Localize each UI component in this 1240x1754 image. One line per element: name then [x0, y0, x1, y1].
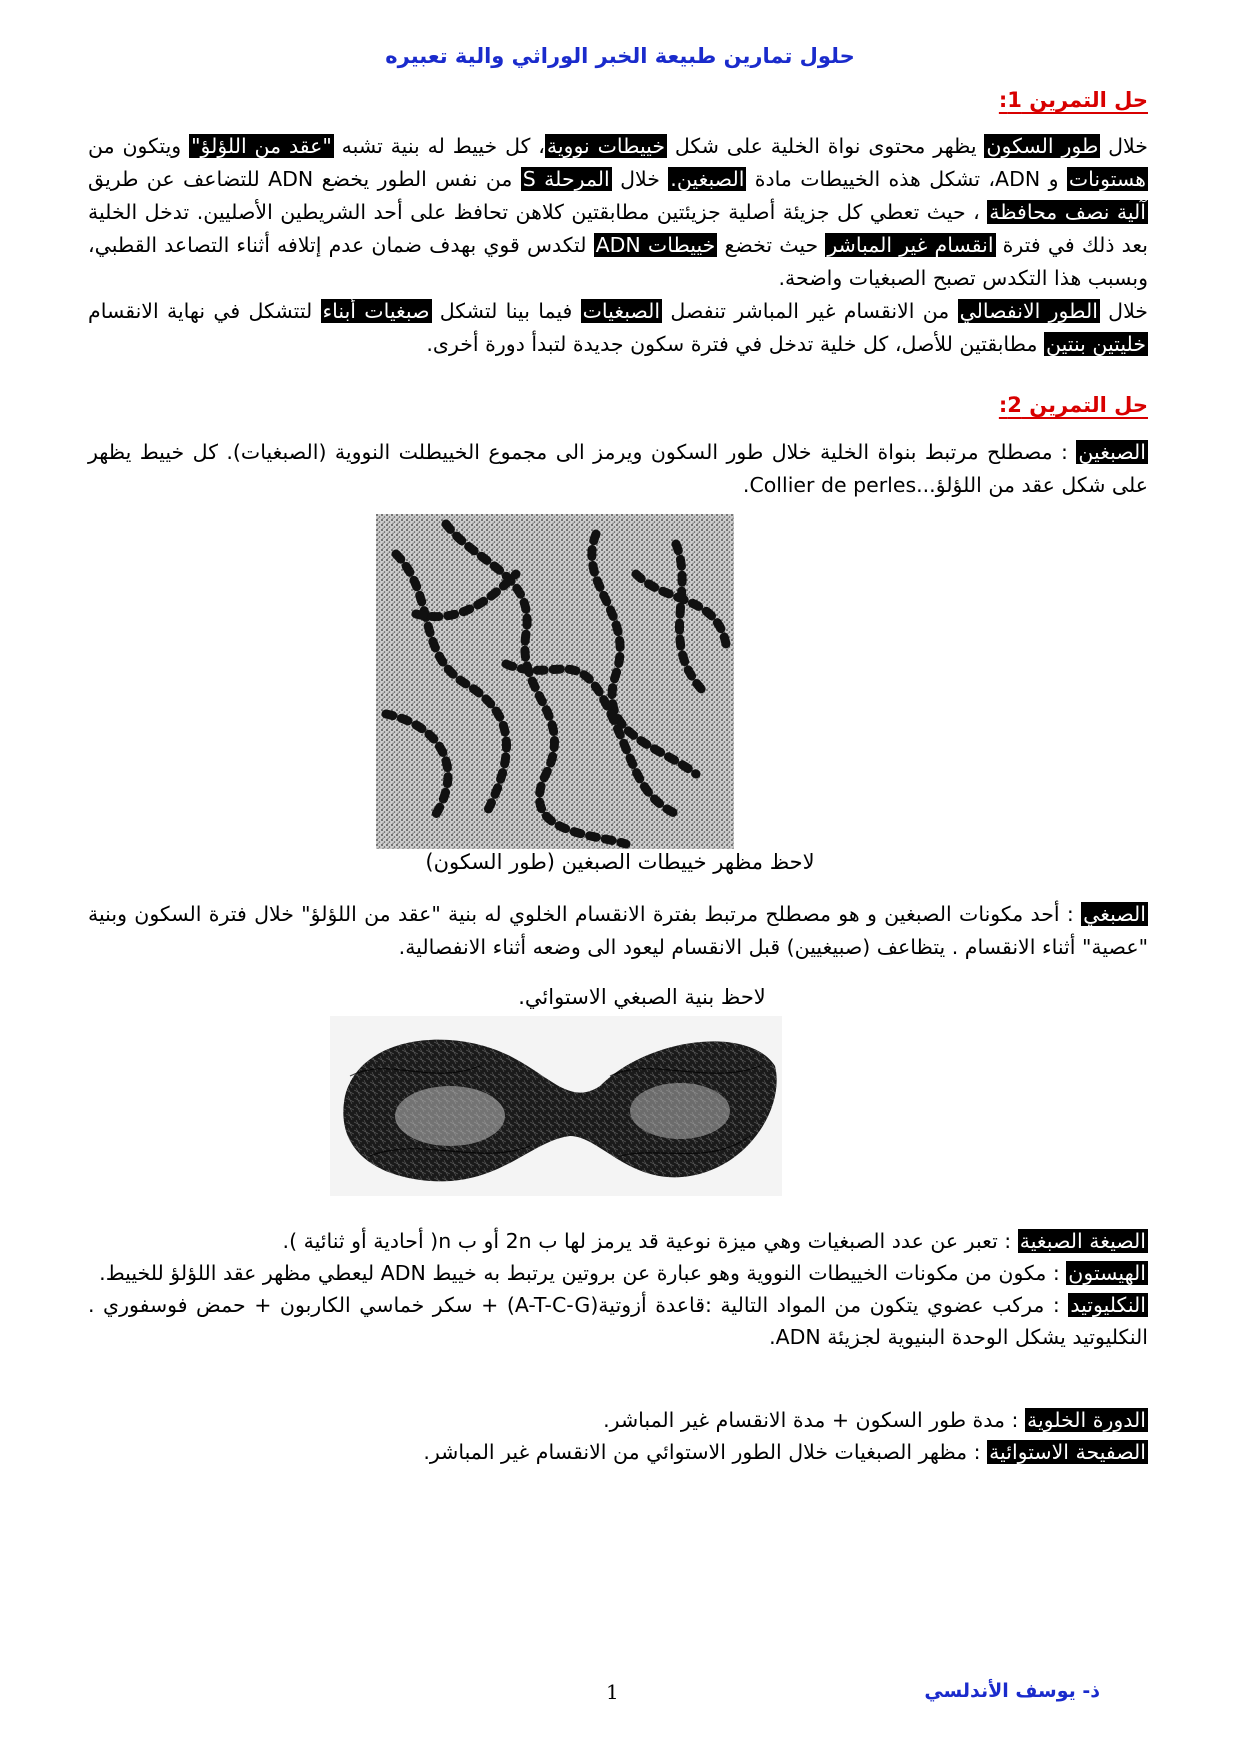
exercise-1-text	[88, 130, 1148, 361]
text-run: : تعبر عن عدد الصبغيات وهي ميزة نوعية قد يرمز لها ب 2n أو ب n( أحادية أو ثنائية ).	[282, 1229, 1018, 1253]
exercise-1-paragraph-1	[88, 130, 1148, 295]
highlighted-term: طور السكون	[986, 134, 1099, 158]
exercise-1-heading: حل التمرين 1:	[998, 88, 1148, 112]
definition-nucleotide	[88, 1289, 1148, 1353]
text-run: فيما بينا لتشكل	[431, 299, 581, 323]
highlighted-term: آلية نصف محافظة	[989, 200, 1146, 224]
text-run: ، كل خييط له بنية تشبه	[333, 134, 545, 158]
text-run: من نفس الطور يخضع ADN للتضاعف عن طريق	[88, 167, 521, 191]
highlighted-term: الهيستون	[1068, 1261, 1146, 1285]
text-run: حيث تخضع	[717, 233, 826, 257]
exercise-1-paragraph-2	[88, 295, 1148, 361]
highlighted-term: النكليوتيد	[1070, 1293, 1146, 1317]
text-run: : أحد مكونات الصبغين و هو مصطلح مرتبط بفترة الانقسام الخلوي له بنية "عقد من اللؤلؤ" خلال فترة السكون وبنية "عصية" أثناء الانقسام . يتظاعف (صبيغيين) قبل الانقسام ليعود الى وضعه أثناء الانفصالية.	[88, 902, 1148, 959]
highlighted-term: الصبغين	[1078, 440, 1146, 464]
highlighted-term: الصبغيات	[582, 299, 661, 323]
text-run: لتتشكل في نهاية الانقسام	[88, 299, 321, 323]
highlighted-term: هستونات	[1068, 167, 1146, 191]
text-run: : مركب عضوي يتكون من المواد التالية :قاعدة أزوتية(A-T-C-G) + سكر خماسي الكاربون + حمض فوسفوري . النكليوتيد يشكل الوحدة البنيوية لجزيئة ADN.	[88, 1293, 1148, 1349]
text-run: خلال	[611, 167, 669, 191]
highlighted-term: "عقد من اللؤلؤ"	[191, 134, 332, 158]
text-run: ، حيث تعطي كل جزيئة أصلية جزيئتين مطابقتين كلاهن تحافظ على أحد الشريطين الأصليين. تدخل الخلية بعد ذلك في فترة	[88, 200, 1149, 257]
text-run: : مكون من مكونات الخييطات النووية وهو عبارة عن بروتين يرتبط به خييط ADN ليعطي مظهر عقد اللؤلؤ للخييط.	[99, 1261, 1067, 1285]
highlighted-term: الصيغة الصبغية	[1019, 1229, 1146, 1253]
definition-cell-cycle	[88, 1404, 1148, 1436]
definition-histone	[88, 1257, 1148, 1289]
highlighted-term: خييطات نووية	[546, 134, 666, 158]
text-run: من الانقسام غير المباشر تنفصل	[662, 299, 958, 323]
text-run: : مظهر الصبغيات خلال الطور الاستوائي من الانقسام غير المباشر.	[423, 1440, 988, 1464]
definition-metaphase-plate	[88, 1436, 1148, 1468]
text-run: خلال	[1099, 299, 1148, 323]
text-run: خلال	[1100, 134, 1148, 158]
metaphase-chromosome-micrograph	[330, 1016, 782, 1196]
highlighted-term: انقسام غير المباشر	[827, 233, 994, 257]
page-number: 1	[606, 1680, 619, 1704]
chromatin-definition	[88, 436, 1148, 502]
figure-2-caption: لاحظ بنية الصبغي الاستوائي.	[518, 985, 766, 1009]
figure-1-caption: لاحظ مظهر خييطات الصبغين (طور السكون)	[425, 850, 815, 874]
chromatin-micrograph	[376, 514, 734, 849]
highlighted-term: الدورة الخلوية	[1026, 1408, 1146, 1432]
document-title: حلول تمارين طبيعة الخبر الوراثي والية تعبيره	[385, 44, 855, 68]
text-run: : مصطلح مرتبط بنواة الخلية خلال طور السكون ويرمز الى مجموع الخييطلت النووية (الصبغيات). كل خييط يظهر على شكل عقد من اللؤلؤ...Collier de perles.	[88, 440, 1148, 497]
highlighted-term: خليتين بنتين	[1045, 332, 1146, 356]
highlighted-term: المرحلة S	[522, 167, 610, 191]
text-run: و ADN، تشكل هذه الخييطات مادة	[746, 167, 1067, 191]
definition-karyotype-formula	[88, 1225, 1148, 1257]
chromosome-definition	[88, 898, 1148, 964]
text-run: ويتكون من	[88, 134, 190, 158]
text-run: لتكدس قوي بهدف ضمان عدم إتلافه أثناء التصاعد القطبي، وبسبب هذا التكدس تصبح الصبغيات واضحة.	[88, 233, 1148, 290]
definitions-list	[88, 1225, 1148, 1353]
highlighted-term: صبغيات أبناء	[322, 299, 430, 323]
highlighted-term: الطور الانفصالي	[959, 299, 1098, 323]
exercise-2-heading: حل التمرين 2:	[998, 393, 1148, 417]
text-run: : مدة طور السكون + مدة الانقسام غير المباشر.	[603, 1408, 1025, 1432]
author-name: ذ- يوسف الأندلسي	[924, 1680, 1100, 1702]
text-run: يظهر محتوى نواة الخلية على شكل	[667, 134, 985, 158]
text-run: مطابقتين للأصل، كل خلية تدخل في فترة سكون جديدة لتبدأ دورة أخرى.	[426, 332, 1044, 356]
highlighted-term: الصبغين.	[670, 167, 745, 191]
definitions-list-2	[88, 1404, 1148, 1468]
highlighted-term: الصبغي	[1083, 902, 1146, 926]
highlighted-term: خييطات ADN	[595, 233, 716, 257]
highlighted-term: الصفيحة الاستوائية	[989, 1440, 1146, 1464]
